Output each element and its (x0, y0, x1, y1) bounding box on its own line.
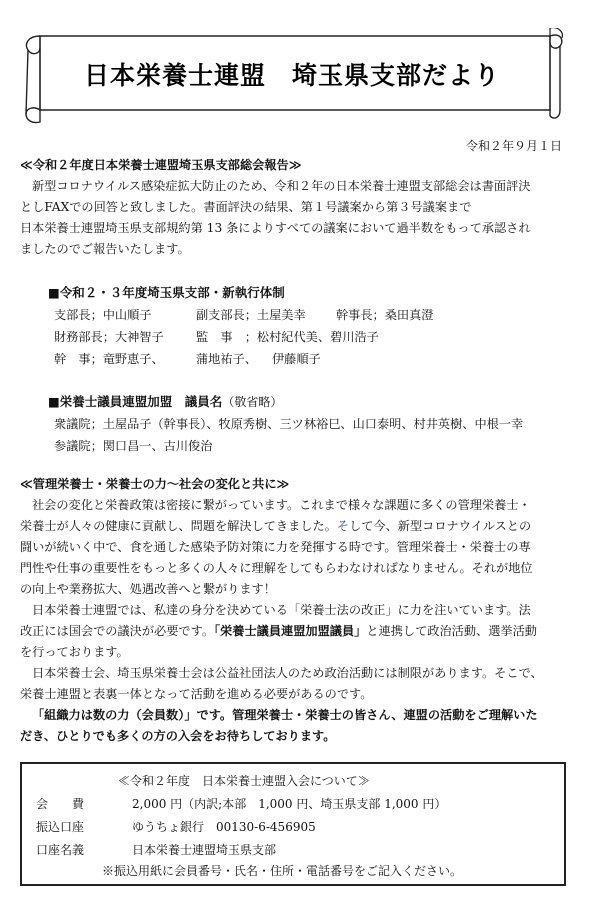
section2-p1-line (20, 516, 531, 536)
section2-p2-segment: 改正には国会での議決が必要です。 (20, 624, 215, 638)
title-banner (18, 28, 566, 126)
members-heading: ■栄養士議員連盟加盟 議員名 (48, 394, 223, 409)
membership-row-label: 口座名義 (36, 843, 85, 857)
section2-heading: ≪管理栄養士・栄養士の力〜社会の変化と共に≫ (20, 477, 290, 491)
member-names: ；関口昌一、古川俊治 (90, 439, 213, 453)
section1-line-4: ましたのでご報告いたします。 (20, 242, 190, 256)
section2-p2-line (20, 621, 537, 641)
section2-p2-emphasis: 「栄養士議員連盟加盟議員」 (214, 624, 367, 638)
membership-row-value: ゆうちょ銀行 00130-6-456905 (132, 820, 316, 834)
section2-p1-line: 社会の変化と栄養政策は密接に繋がっています。これまで様々な課題に多くの管理栄養士・ (32, 498, 531, 512)
officer-name: 蒲地祐子、 (196, 352, 257, 366)
membership-info-box (20, 762, 566, 886)
officer-name: 幹事長；桑田真澄 (336, 308, 434, 322)
officers-row (54, 305, 152, 325)
membership-row-label: 会 費 (36, 797, 85, 811)
member-names: ；土屋品子（幹事長）、牧原秀樹、三ツ林裕巳、山口泰明、村井英樹、中根一幸 (90, 417, 524, 431)
issue-date: 令和２年９月１日 (465, 139, 562, 153)
section2-p4-line: だき、ひとりでも多くの方の入会をお待ちしております。 (20, 729, 336, 743)
section2-p1-segment: 栄養士が人々の健康に貢献し、問題を解決してきました。 (20, 519, 337, 533)
membership-row-label: 振込口座 (36, 820, 85, 834)
chamber-label: 参議院 (54, 439, 91, 453)
section2-p1-segment: して今、新型コロナウイルスとの (349, 519, 532, 533)
officers-row (54, 349, 164, 369)
section2-p1-line: の向上や業務拡大、処遇改善へと繋がります！ (20, 582, 276, 596)
membership-row-value: 日本栄養士連盟埼玉県支部 (132, 843, 277, 857)
officer-title: 財務部長 (54, 330, 103, 344)
section2-p3-line: 日本栄養士会、埼玉県栄養士会は公益社団法人のため政治活動には制限があります。そこで、 (32, 666, 543, 680)
members-heading-line (48, 392, 282, 412)
section1-heading: ≪令和２年度日本栄養士連盟埼玉県支部総会報告≫ (20, 158, 302, 172)
officers-row (54, 327, 164, 347)
section2-p1-line: 闘いが続いく中で、食を通した感染予防対策に力を発揮する時です。管理栄養士・栄養士の専 (20, 540, 531, 554)
membership-note: ※振込用紙に会員番号・氏名・住所・電話番号をご記入ください。 (102, 864, 463, 878)
section1-line-1: 新型コロナウイルス感染症拡大防止のため、令和２年の日本栄養士連盟支部総会は書面評決 (32, 179, 531, 193)
membership-box-title: ≪令和２年度 日本栄養士連盟入会について≫ (118, 774, 370, 788)
section1-line-3: 日本栄養士連盟埼玉県支部規約第 13 条によりすべての議案において過半数をもって承認され (20, 221, 531, 235)
section2-p3-line: 栄養士連盟と表裏一体となって活動を進める必要があるのです。 (20, 687, 373, 701)
section2-p4-line: 「組織力は数の力（会員数）」です。管理栄養士・栄養士の皆さん、連盟の活動をご理解いた (32, 708, 538, 722)
section2-p2-line: 日本栄養士連盟では、私達の身分を決めている「栄養士法の改正」に力を注いています。法 (32, 603, 531, 617)
members-heading-note: （敬省略） (222, 395, 283, 409)
section2-p1-accent: そ (336, 519, 350, 533)
section2-p2-line: を行っております。 (20, 645, 129, 659)
officer-name: 監 事 ；松村紀代美、碧川浩子 (196, 330, 379, 344)
membership-row-value: 2,000 円（内訳;本部 1,000 円、埼玉県支部 1,000 円） (132, 797, 447, 811)
section2-p1-line: 門性や仕事の重要性をもっと多くの人々に理解をしてもらわなければなりません。それが地位 (20, 561, 533, 575)
officer-name: ；大神智子 (102, 330, 164, 344)
section2-p2-segment: と連携して政治活動、選挙活動 (366, 624, 537, 638)
officer-name: ；竜野恵子、 (90, 352, 164, 366)
officer-name: 伊藤順子 (272, 352, 321, 366)
officers-heading: ■令和２・３年度埼玉県支部・新執行体制 (48, 285, 285, 300)
section1-line-2: としFAXでの回答と致しました。書面評決の結果、第１号議案から第３号議案まで (20, 200, 472, 214)
officer-name: ；中山順子 (90, 308, 152, 322)
members-row (54, 436, 212, 456)
officer-title: 幹 事 (54, 352, 91, 366)
officer-title: 支部長 (54, 308, 91, 322)
chamber-label: 衆議院 (54, 417, 91, 431)
members-row (54, 414, 523, 434)
page-title: 日本栄養士連盟 埼玉県支部だより (83, 61, 500, 90)
officer-name: 副支部長；土屋美幸 (196, 308, 306, 322)
